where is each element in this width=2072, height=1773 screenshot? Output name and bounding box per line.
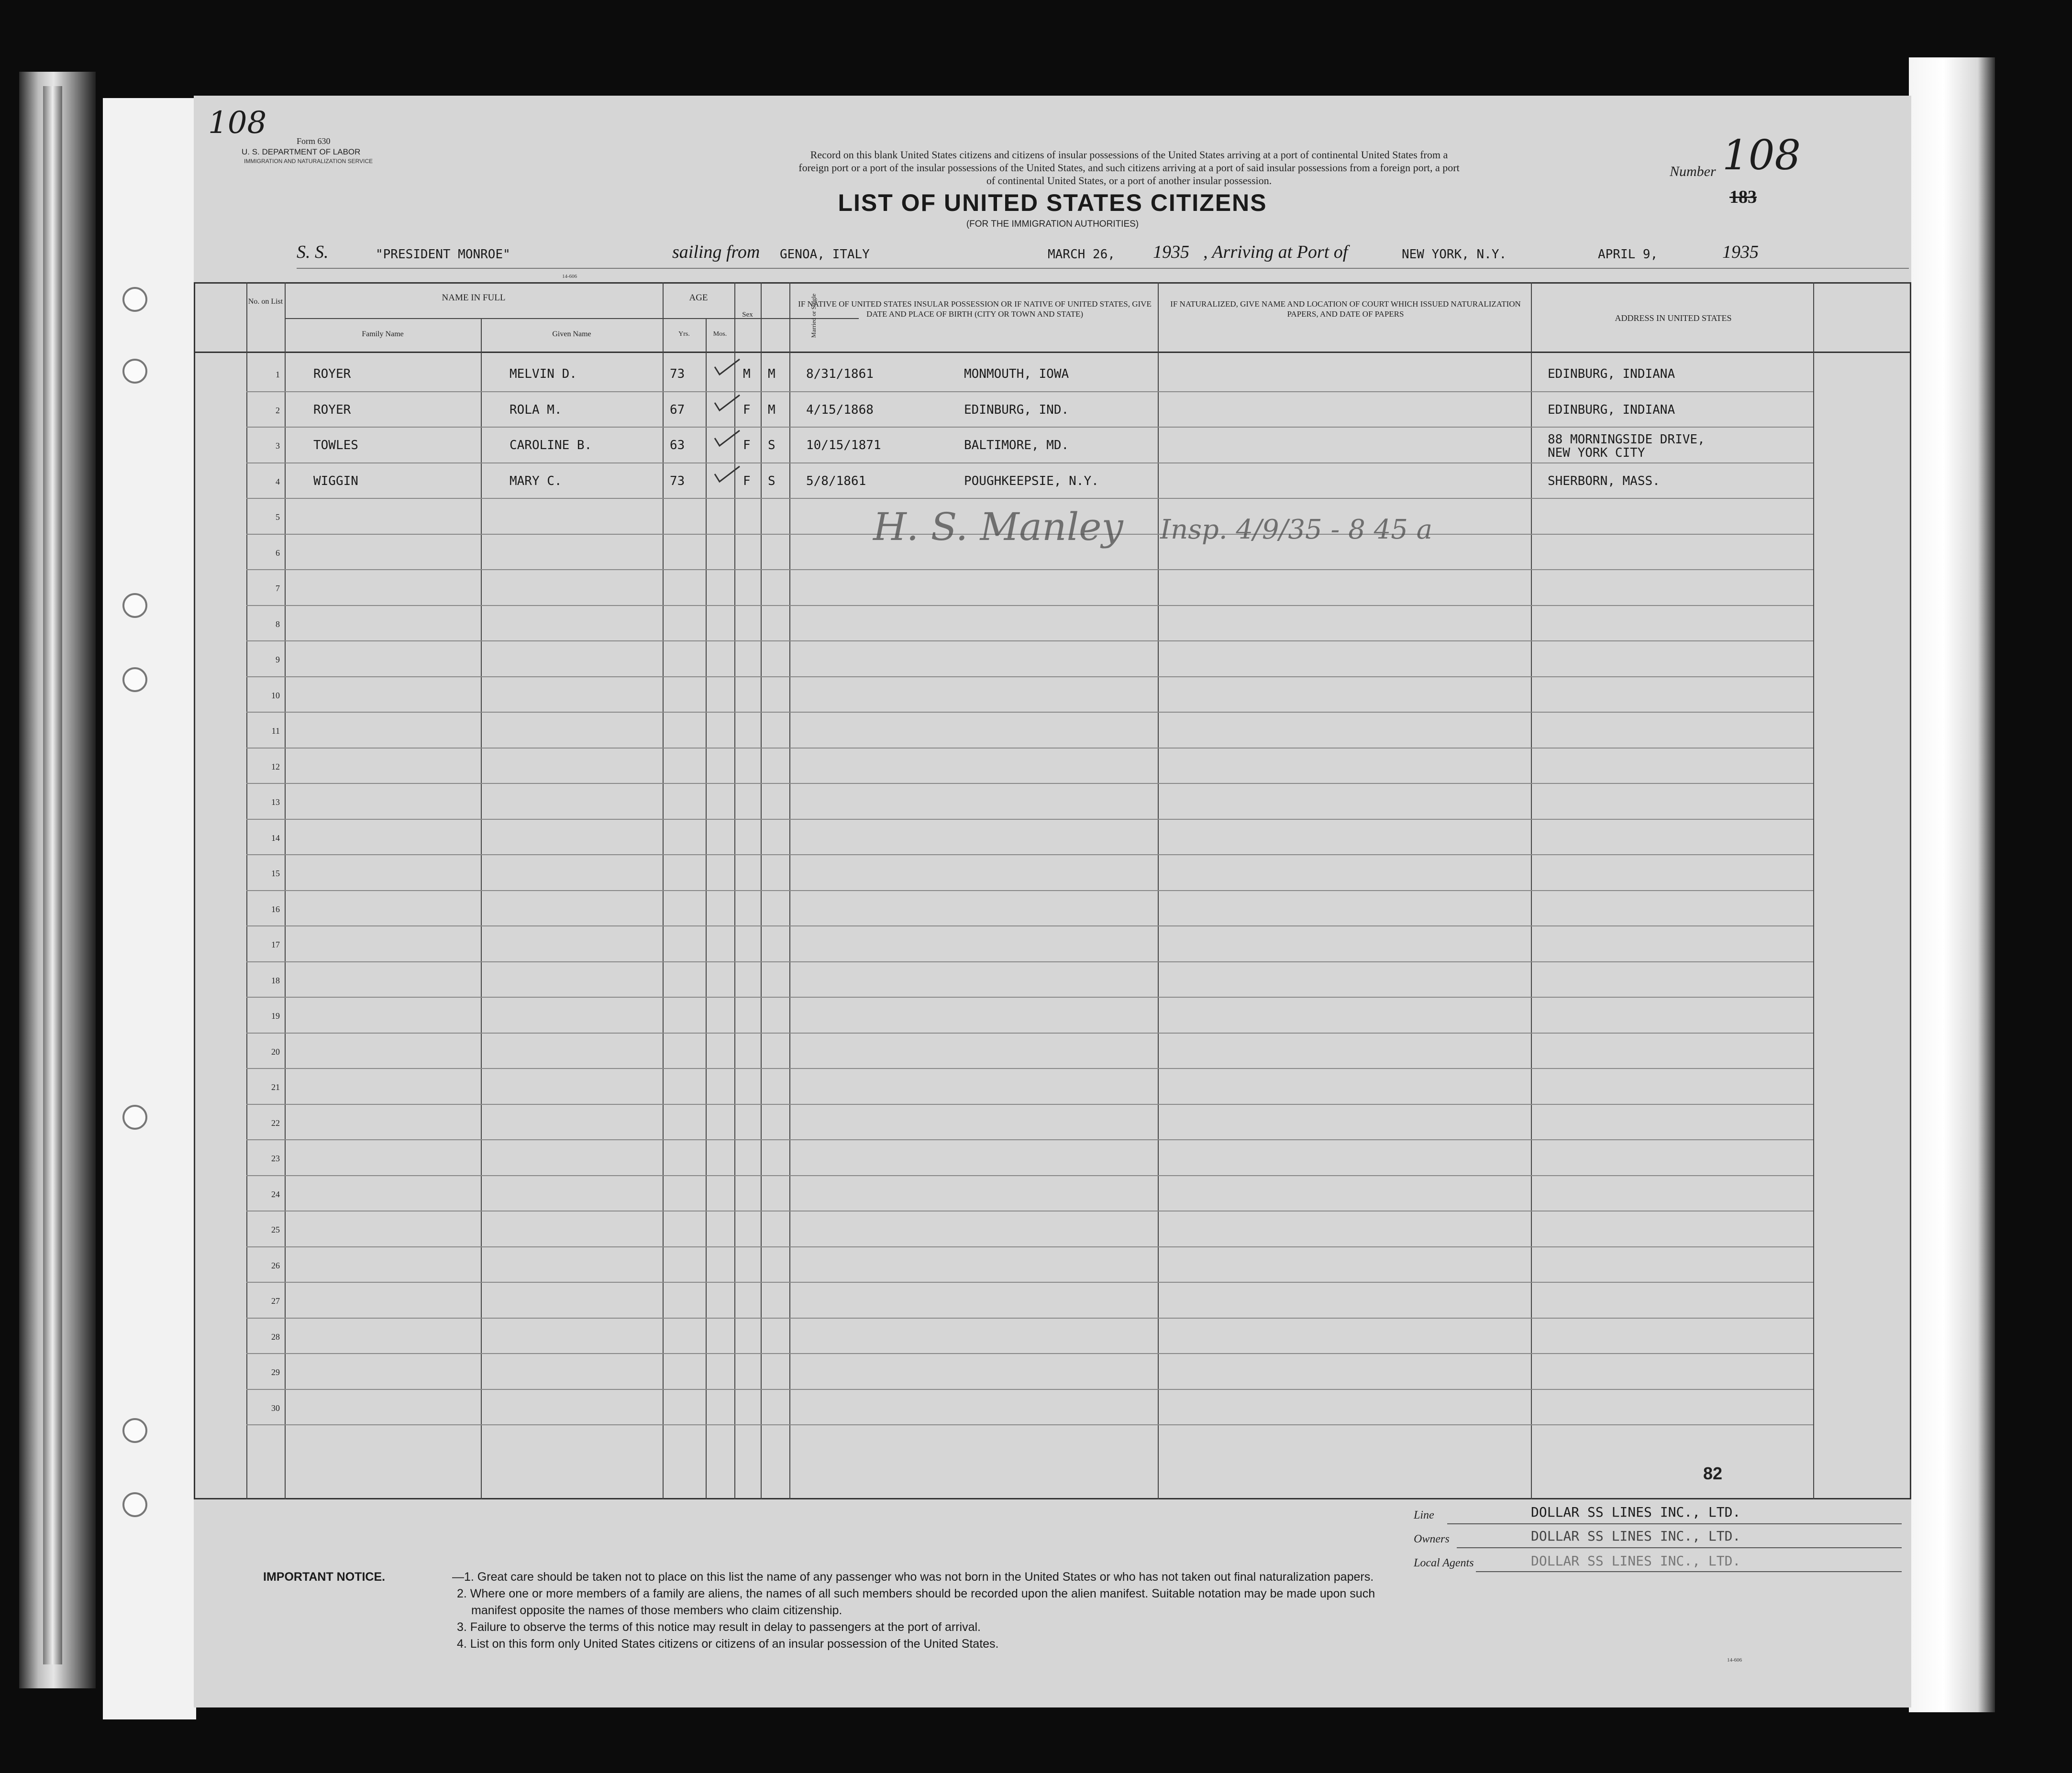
row-line — [246, 748, 1813, 749]
col-divider — [1531, 282, 1532, 1499]
header-naturalized: IF NATURALIZED, GIVE NAME AND LOCATION OF COURT WHICH ISSUED NATURALIZATION PAPERS, AND DATE OF PAPERS — [1170, 299, 1521, 319]
corner-page-number: 108 — [208, 105, 267, 141]
punch-hole — [122, 593, 147, 618]
print-code-top: 14-606 — [562, 274, 577, 279]
col-divider — [481, 318, 482, 1499]
row-line — [246, 925, 1813, 926]
arrival-date: APRIL 9, — [1598, 247, 1658, 262]
col-divider — [246, 282, 247, 1499]
header-no-on-list: No. on List — [248, 297, 283, 306]
check-mark-icon — [713, 464, 742, 484]
department-name: U. S. DEPARTMENT OF LABOR — [242, 147, 361, 156]
row-number: 20 — [271, 1046, 280, 1057]
line-value: DOLLAR SS LINES INC., LTD. — [1531, 1504, 1741, 1520]
sailing-from-label: sailing from — [672, 242, 760, 262]
marital-status-cell: M — [768, 367, 776, 381]
row-number: 29 — [271, 1367, 280, 1377]
number-handwritten: 108 — [1722, 132, 1801, 179]
col-divider — [285, 282, 286, 1499]
header-given-name: Given Name — [552, 330, 591, 338]
row-number: 19 — [271, 1011, 280, 1021]
header-name-in-full: NAME IN FULL — [442, 293, 506, 303]
birth-date-cell: 5/8/1861 — [806, 474, 866, 488]
row-line — [246, 890, 1813, 891]
row-number: 28 — [271, 1332, 280, 1342]
row-line — [246, 997, 1813, 998]
page-subtitle: (FOR THE IMMIGRATION AUTHORITIES) — [966, 219, 1139, 229]
address-cell: EDINBURG, INDIANA — [1548, 402, 1675, 417]
row-line — [246, 605, 1813, 606]
row-line — [246, 427, 1813, 428]
number-label: Number — [1670, 164, 1716, 179]
family-name-cell: WIGGIN — [313, 474, 358, 488]
row-number: 21 — [271, 1082, 280, 1092]
arriving-label: , Arriving at Port of — [1203, 242, 1348, 262]
notice-label: IMPORTANT NOTICE. — [263, 1570, 386, 1584]
row-line — [246, 1353, 1813, 1354]
sailing-year: 1935 — [1153, 242, 1189, 262]
punch-hole — [122, 1492, 147, 1517]
birth-date-cell: 8/31/1861 — [806, 367, 874, 381]
punch-hole — [122, 1418, 147, 1443]
col-divider — [1813, 282, 1814, 1499]
birth-date-cell: 4/15/1868 — [806, 402, 874, 417]
line-label: Line — [1414, 1509, 1434, 1521]
row-number: 17 — [271, 940, 280, 949]
address-cell: SHERBORN, MASS. — [1548, 474, 1660, 488]
marital-status-cell: M — [768, 402, 776, 417]
address-cell: EDINBURG, INDIANA — [1548, 367, 1675, 381]
row-line — [246, 1318, 1813, 1319]
row-number: 16 — [271, 904, 280, 914]
row-number: 2 — [276, 405, 280, 415]
punch-hole — [122, 287, 147, 312]
row-number: 12 — [271, 761, 280, 771]
instruction-line-2: foreign port or a port of the insular possessions of the United States, and such citizens arriving at a port of said insular possessions from a foreign port, a port — [798, 162, 1460, 174]
birth-place-cell: BALTIMORE, MD. — [964, 438, 1069, 452]
given-name-cell: CAROLINE B. — [510, 438, 592, 452]
header-address: ADDRESS IN UNITED STATES — [1615, 313, 1732, 323]
address-cell: 88 MORNINGSIDE DRIVE, — [1548, 432, 1705, 447]
row-line — [246, 1282, 1813, 1283]
row-line — [246, 783, 1813, 784]
page-title: LIST OF UNITED STATES CITIZENS — [838, 189, 1267, 216]
birth-place-cell: MONMOUTH, IOWA — [964, 367, 1069, 381]
row-line — [246, 961, 1813, 962]
col-divider — [789, 282, 790, 1499]
notice-item-3: 3. Failure to observe the terms of this notice may result in delay to passengers at the port of arrival. — [457, 1620, 981, 1634]
row-number: 15 — [271, 869, 280, 878]
agents-label: Local Agents — [1414, 1557, 1474, 1569]
arrival-port: NEW YORK, N.Y. — [1402, 247, 1507, 262]
header-mos: Mos. — [713, 330, 727, 338]
row-line — [246, 498, 1813, 499]
row-number: 22 — [271, 1118, 280, 1128]
instruction-line-3: of continental United States, or a port of another insular possession. — [986, 175, 1272, 187]
age-years-cell: 73 — [670, 474, 685, 488]
inspector-note: Insp. 4/9/35 - 8 45 a — [1160, 514, 1433, 545]
birth-place-cell: POUGHKEEPSIE, N.Y. — [964, 474, 1099, 488]
manifest-form — [194, 96, 1911, 1707]
row-line — [246, 1246, 1813, 1247]
row-line — [246, 1068, 1813, 1069]
header-age: AGE — [689, 293, 708, 303]
row-number: 13 — [271, 797, 280, 807]
row-number: 3 — [276, 441, 280, 451]
service-name: IMMIGRATION AND NATURALIZATION SERVICE — [244, 158, 373, 165]
notice-item-2-cont: manifest opposite the names of those members who claim citizenship. — [471, 1604, 842, 1617]
given-name-cell: MELVIN D. — [510, 367, 577, 381]
row-line — [246, 1424, 1813, 1425]
sailing-date: MARCH 26, — [1048, 247, 1115, 262]
row-line — [246, 1175, 1813, 1176]
agents-underline — [1476, 1571, 1902, 1572]
row-number: 11 — [271, 726, 280, 736]
line-underline — [1447, 1523, 1902, 1524]
age-years-cell: 67 — [670, 402, 685, 417]
row-number: 9 — [276, 655, 280, 664]
inspector-signature: H. S. Manley — [873, 505, 1123, 549]
col-divider — [706, 318, 707, 1499]
family-name-cell: ROYER — [313, 402, 351, 417]
row-line — [246, 640, 1813, 641]
row-number: 5 — [276, 512, 280, 522]
row-number: 24 — [271, 1189, 280, 1199]
header-sex: Sex — [742, 311, 753, 319]
notice-item-2: 2. Where one or more members of a family are aliens, the names of all such members should be recorded upon the alien manifest. Suitable notation may be made upon such — [457, 1587, 1375, 1600]
sex-cell: F — [743, 402, 751, 417]
row-number: 26 — [271, 1260, 280, 1270]
marital-status-cell: S — [768, 474, 776, 488]
binder-edge-right — [1909, 57, 1995, 1712]
check-mark-icon — [713, 357, 742, 376]
row-number: 10 — [271, 690, 280, 700]
marital-status-cell: S — [768, 438, 776, 452]
row-line — [246, 712, 1813, 713]
header-yrs: Yrs. — [678, 330, 690, 338]
instruction-line-1: Record on this blank United States citizens and citizens of insular possessions of the United States arriving at a port of continental United States from a — [810, 149, 1448, 161]
col-divider — [1158, 282, 1159, 1499]
owners-value: DOLLAR SS LINES INC., LTD. — [1531, 1528, 1741, 1544]
notice-item-4: 4. List on this form only United States citizens or citizens of an insular possession of the United States. — [457, 1637, 999, 1651]
owners-underline — [1457, 1547, 1902, 1548]
sailing-port: GENOA, ITALY — [780, 247, 870, 262]
notice-item-1: —1. Great care should be taken not to place on this list the name of any passenger who was not born in the United States or who has not taken out final naturalization papers. — [452, 1570, 1374, 1584]
sex-cell: M — [743, 367, 751, 381]
name-age-subheader-line — [285, 318, 859, 319]
check-mark-icon — [713, 393, 742, 412]
header-birth: IF NATIVE OF UNITED STATES INSULAR POSSESSION OR IF NATIVE OF UNITED STATES, GIVE DATE AND PLACE OF BIRTH (CITY OR TOWN AND STATE) — [798, 299, 1152, 319]
given-name-cell: MARY C. — [510, 474, 562, 488]
punch-hole — [122, 359, 147, 384]
table-header-bottom — [194, 352, 1911, 353]
binder-strip — [43, 86, 62, 1664]
col-divider — [761, 282, 762, 1499]
punch-hole — [122, 1105, 147, 1130]
header-married-single: Married or Single — [810, 293, 817, 338]
row-number: 23 — [271, 1154, 280, 1163]
row-line — [246, 1033, 1813, 1034]
number-stamped: 183 — [1729, 187, 1757, 207]
family-name-cell: ROYER — [313, 367, 351, 381]
row-number: 1 — [276, 370, 280, 379]
print-code-bottom: 14-606 — [1727, 1657, 1742, 1663]
row-number: 6 — [276, 548, 280, 558]
page-stamp: 82 — [1703, 1464, 1723, 1483]
row-line — [246, 1139, 1813, 1140]
row-number: 25 — [271, 1225, 280, 1234]
row-line — [246, 569, 1813, 570]
row-line — [246, 1389, 1813, 1390]
manifest-table — [194, 282, 1911, 1499]
row-line — [246, 819, 1813, 820]
row-number: 7 — [276, 584, 280, 593]
punch-hole — [122, 667, 147, 692]
voyage-underline — [297, 268, 1909, 269]
agents-value: DOLLAR SS LINES INC., LTD. — [1531, 1553, 1741, 1569]
row-number: 8 — [276, 619, 280, 629]
age-years-cell: 73 — [670, 367, 685, 381]
ss-label: S. S. — [297, 242, 329, 262]
row-line — [246, 1104, 1813, 1105]
header-family-name: Family Name — [362, 330, 404, 338]
sex-cell: F — [743, 438, 751, 452]
row-line — [246, 854, 1813, 855]
row-number: 27 — [271, 1296, 280, 1306]
ship-name: "PRESIDENT MONROE" — [376, 247, 510, 262]
check-mark-icon — [713, 429, 742, 448]
sex-cell: F — [743, 474, 751, 488]
age-years-cell: 63 — [670, 438, 685, 452]
birth-date-cell: 10/15/1871 — [806, 438, 881, 452]
family-name-cell: TOWLES — [313, 438, 358, 452]
page-margin — [103, 98, 196, 1719]
address-cell-line2: NEW YORK CITY — [1548, 446, 1645, 460]
birth-place-cell: EDINBURG, IND. — [964, 402, 1069, 417]
row-number: 4 — [276, 476, 280, 486]
owners-label: Owners — [1414, 1533, 1450, 1545]
arrival-year: 1935 — [1722, 242, 1759, 262]
row-number: 30 — [271, 1403, 280, 1413]
row-number: 18 — [271, 975, 280, 985]
row-line — [246, 391, 1813, 392]
col-divider — [663, 282, 664, 1499]
row-line — [246, 676, 1813, 677]
row-number: 14 — [271, 833, 280, 843]
form-number: Form 630 — [297, 136, 331, 146]
given-name-cell: ROLA M. — [510, 402, 562, 417]
